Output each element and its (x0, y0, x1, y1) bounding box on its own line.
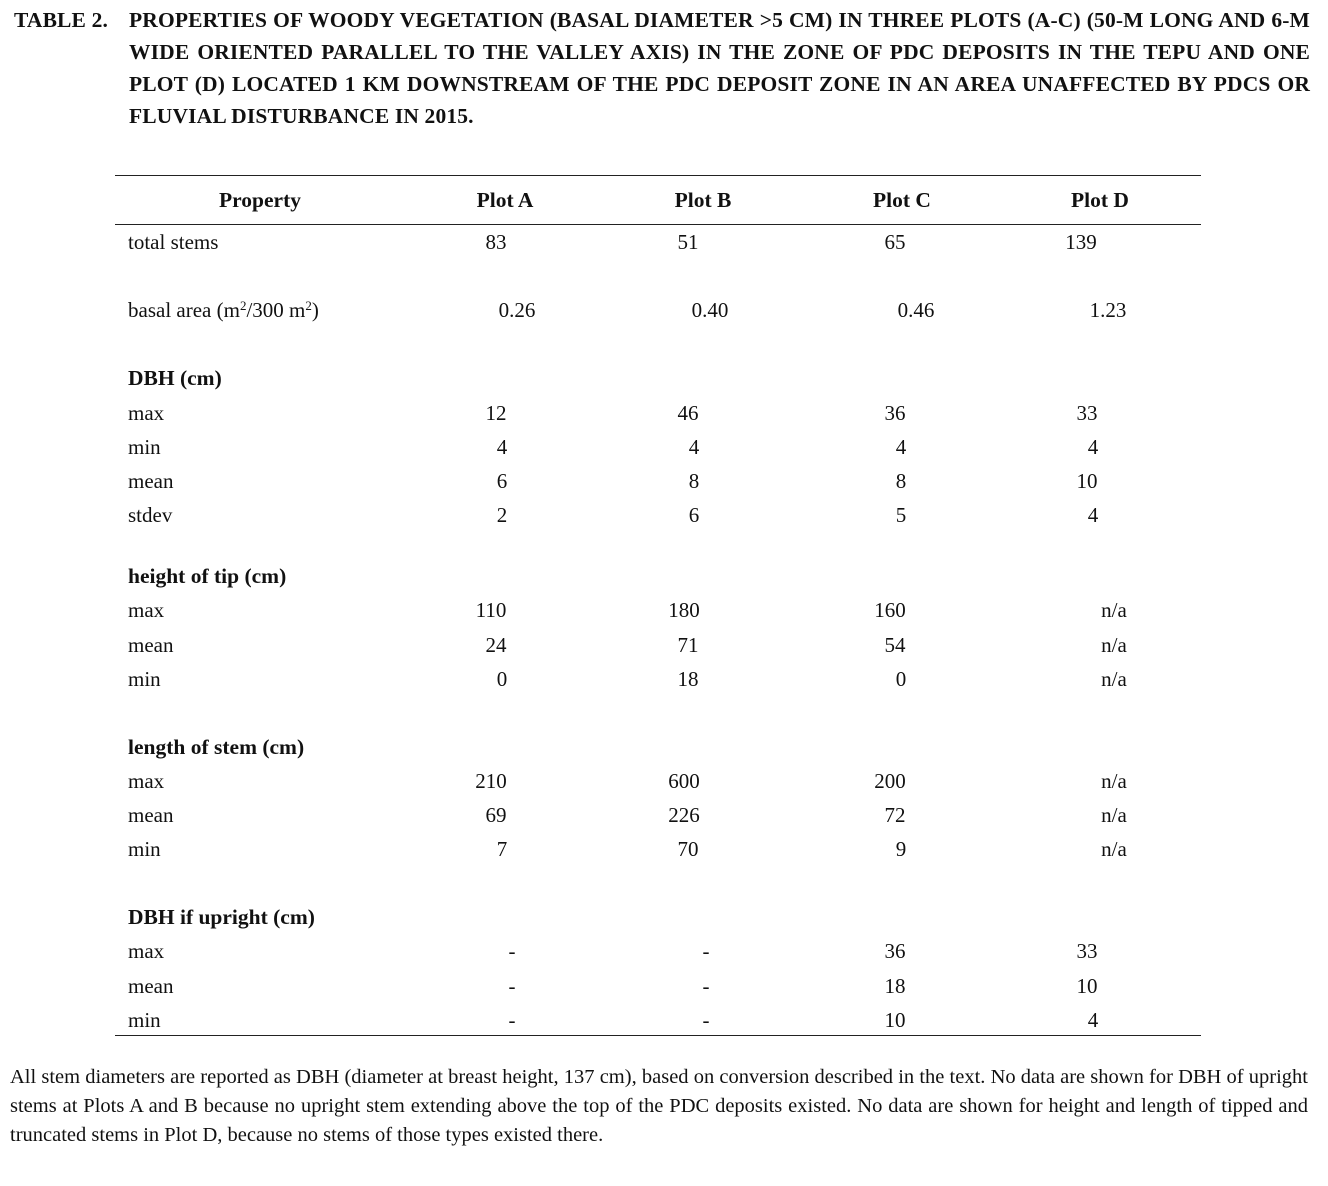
cell-upright-mean-plot-b: - (702, 974, 710, 998)
cell-upright-min-plot-d: 4 (1087, 1008, 1099, 1032)
section-title-length-of-stem: length of stem (cm) (128, 735, 305, 759)
cell-tip-min-plot-d: n/a (1101, 667, 1127, 691)
cell-length-min-plot-a: 7 (496, 837, 508, 861)
row-label-length-max: max (128, 769, 165, 793)
cell-upright-min-plot-c: 10 (884, 1008, 906, 1032)
cell-tip-mean-plot-d: n/a (1101, 633, 1127, 657)
cell-dbh-stdev-plot-b: 6 (688, 503, 700, 527)
cell-tip-mean-plot-a: 24 (485, 633, 507, 657)
cell-upright-mean-plot-a: - (508, 974, 516, 998)
cell-basal-area-plot-d: 1.23 (1089, 298, 1127, 322)
cell-dbh-max-plot-c: 36 (884, 401, 906, 425)
table-top-rule (115, 175, 1201, 176)
cell-dbh-mean-plot-d: 10 (1076, 469, 1098, 493)
table-caption (14, 4, 1310, 132)
cell-basal-area-plot-b: 0.40 (691, 298, 729, 322)
cell-tip-mean-plot-c: 54 (884, 633, 906, 657)
row-label-upright-mean: mean (128, 974, 174, 998)
cell-dbh-mean-plot-c: 8 (895, 469, 907, 493)
cell-upright-max-plot-c: 36 (884, 939, 906, 963)
cell-total-stems-plot-a: 83 (485, 230, 507, 254)
cell-dbh-min-plot-a: 4 (496, 435, 508, 459)
cell-length-min-plot-c: 9 (895, 837, 907, 861)
cell-dbh-min-plot-c: 4 (895, 435, 907, 459)
cell-basal-area-plot-c: 0.46 (897, 298, 935, 322)
row-label-dbh-max: max (128, 401, 165, 425)
cell-dbh-min-plot-b: 4 (688, 435, 700, 459)
row-label-tip-min: min (128, 667, 161, 691)
row-label-dbh-min: min (128, 435, 161, 459)
cell-length-mean-plot-c: 72 (884, 803, 906, 827)
cell-total-stems-plot-d: 139 (1065, 230, 1097, 254)
cell-length-max-plot-c: 200 (874, 769, 906, 793)
cell-tip-max-plot-a: 110 (475, 598, 507, 622)
cell-length-max-plot-a: 210 (475, 769, 507, 793)
section-title-height-of-tip: height of tip (cm) (128, 564, 287, 588)
cell-upright-max-plot-d: 33 (1076, 939, 1098, 963)
section-title-dbh-if-upright: DBH if upright (cm) (128, 905, 315, 929)
cell-total-stems-plot-b: 51 (677, 230, 699, 254)
row-label-basal-area: basal area ($m^2/300$ $m^2$) (128, 298, 319, 322)
cell-dbh-mean-plot-a: 6 (496, 469, 508, 493)
cell-dbh-stdev-plot-c: 5 (895, 503, 907, 527)
table-number: TABLE 2. (14, 8, 108, 32)
table-footnote: All stem diameters are reported as DBH (diameter at breast height, 137 cm), based on conversion described in the text. No data are shown for DBH of upright stems at Plots A and B because no upright stem extending above the top of the PDC deposits existed. No data are shown for height and length of tipped and truncated stems in Plot D, because no stems of those types existed there. (10, 1066, 1308, 1146)
table-header-rule (115, 224, 1201, 225)
header-plot-c: Plot C (873, 188, 931, 212)
table-bottom-rule (115, 1035, 1201, 1036)
cell-length-mean-plot-a: 69 (485, 803, 507, 827)
row-label-upright-min: min (128, 1008, 161, 1032)
cell-upright-mean-plot-d: 10 (1076, 974, 1098, 998)
row-label-length-mean: mean (128, 803, 174, 827)
cell-basal-area-plot-a: 0.26 (498, 298, 536, 322)
cell-upright-max-plot-a: - (508, 939, 516, 963)
row-label-upright-max: max (128, 939, 165, 963)
section-title-dbh: DBH (cm) (128, 366, 222, 390)
table-title: PROPERTIES OF WOODY VEGETATION (BASAL DIAMETER >5 CM) IN THREE PLOTS (A-C) (50-M LONG AND 6-M WIDE ORIENTED PARALLEL TO THE VALLEY AXIS) IN THE ZONE OF PDC DEPOSITS IN THE TEPU AND ONE PLOT (D) LOCATED 1 KM DOWNSTREAM OF THE PDC DEPOSIT ZONE IN AN AREA UNAFFECTED BY PDCS OR FLUVIAL DISTURBANCE IN 2015. (129, 8, 1310, 128)
cell-dbh-max-plot-b: 46 (677, 401, 699, 425)
cell-upright-mean-plot-c: 18 (884, 974, 906, 998)
cell-total-stems-plot-c: 65 (884, 230, 906, 254)
row-label-tip-mean: mean (128, 633, 174, 657)
cell-dbh-max-plot-d: 33 (1076, 401, 1098, 425)
row-label-dbh-stdev: stdev (128, 503, 173, 527)
cell-dbh-mean-plot-b: 8 (688, 469, 700, 493)
cell-length-max-plot-b: 600 (668, 769, 700, 793)
row-label-total-stems: total stems (128, 230, 219, 254)
cell-upright-min-plot-b: - (702, 1008, 710, 1032)
cell-dbh-stdev-plot-d: 4 (1087, 503, 1099, 527)
cell-tip-min-plot-c: 0 (895, 667, 907, 691)
cell-dbh-stdev-plot-a: 2 (496, 503, 508, 527)
cell-dbh-min-plot-d: 4 (1087, 435, 1099, 459)
row-label-tip-max: max (128, 598, 165, 622)
cell-tip-max-plot-b: 180 (668, 598, 700, 622)
cell-dbh-max-plot-a: 12 (485, 401, 507, 425)
cell-length-min-plot-b: 70 (677, 837, 699, 861)
cell-tip-min-plot-a: 0 (496, 667, 508, 691)
cell-upright-max-plot-b: - (702, 939, 710, 963)
header-plot-b: Plot B (674, 188, 732, 212)
cell-tip-max-plot-d: n/a (1101, 598, 1127, 622)
cell-tip-max-plot-c: 160 (874, 598, 906, 622)
header-plot-a: Plot A (476, 188, 534, 212)
cell-tip-min-plot-b: 18 (677, 667, 699, 691)
cell-upright-min-plot-a: - (508, 1008, 516, 1032)
cell-length-mean-plot-d: n/a (1101, 803, 1127, 827)
cell-tip-mean-plot-b: 71 (677, 633, 699, 657)
cell-length-max-plot-d: n/a (1101, 769, 1127, 793)
row-label-dbh-mean: mean (128, 469, 174, 493)
cell-length-min-plot-d: n/a (1101, 837, 1127, 861)
cell-length-mean-plot-b: 226 (668, 803, 700, 827)
row-label-length-min: min (128, 837, 161, 861)
header-property: Property (219, 188, 301, 212)
header-plot-d: Plot D (1071, 188, 1129, 212)
